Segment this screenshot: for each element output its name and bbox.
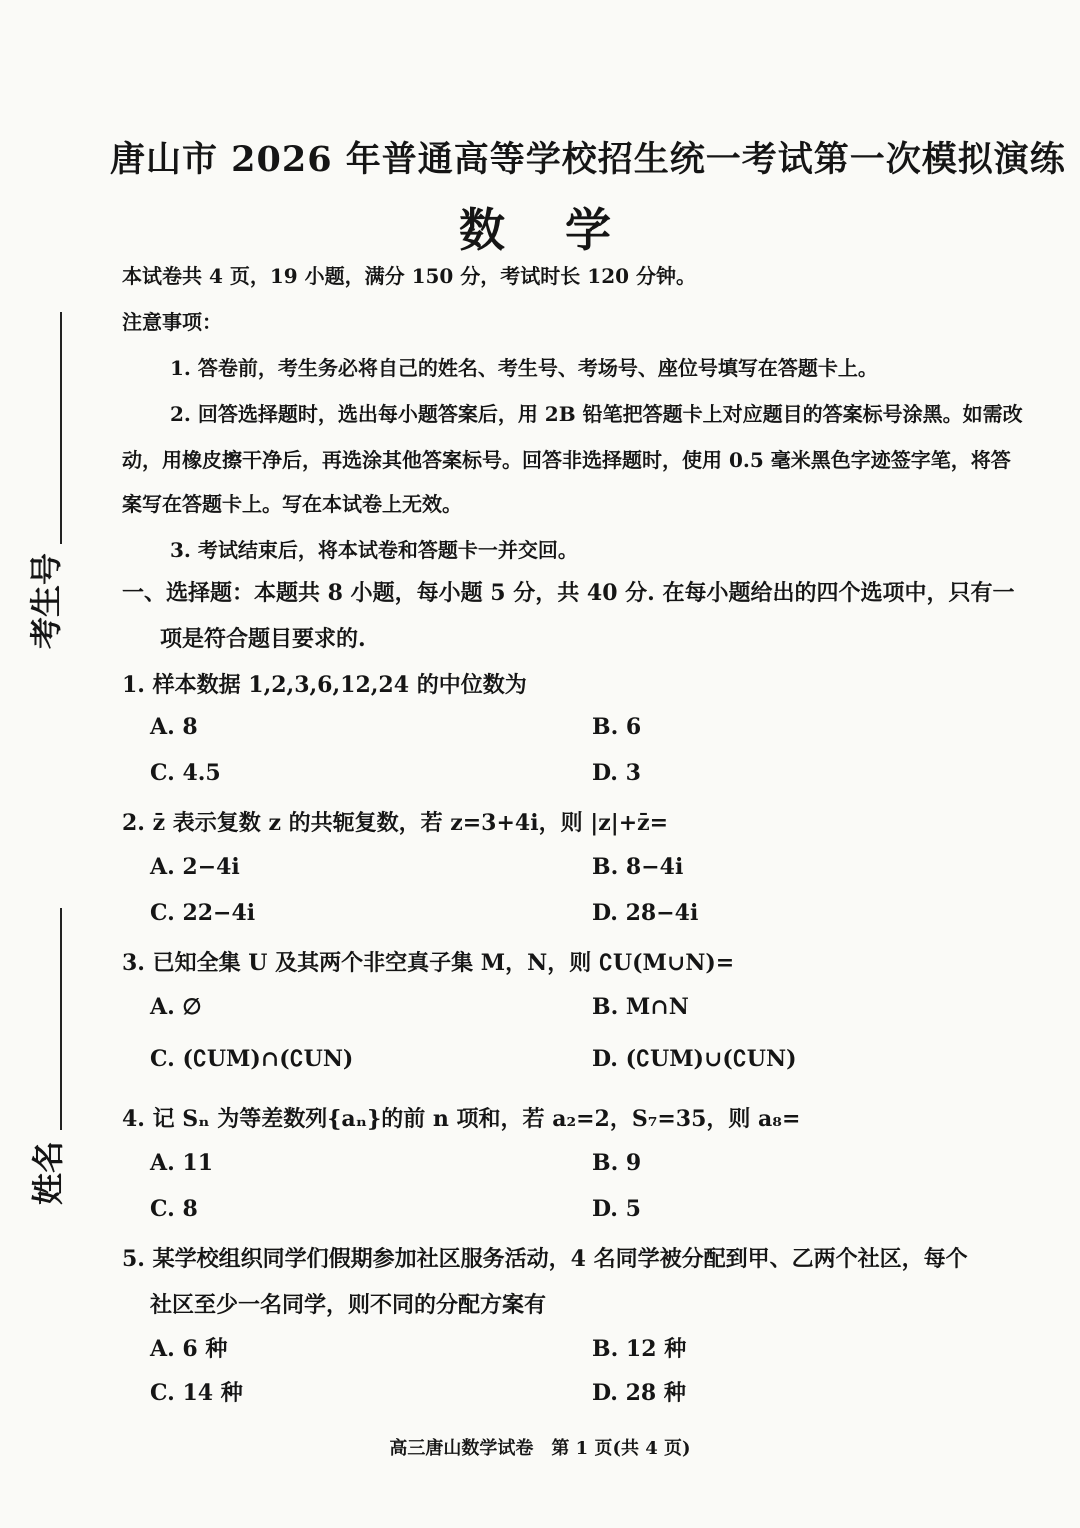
question-2-stem: 2. z̄ 表示复数 z 的共轭复数，若 z=3+4i，则 |z|+z̄= [122, 810, 669, 836]
question-4-option-a: A. 11 [150, 1150, 214, 1176]
question-5-stem-line-2: 社区至少一名同学，则不同的分配方案有 [150, 1292, 547, 1318]
name-fill-line [60, 908, 62, 1130]
question-4-stem: 4. 记 Sₙ 为等差数列{aₙ}的前 n 项和，若 a₂=2，S₇=35，则 a₈= [122, 1106, 801, 1132]
question-3-option-c: C. (∁UM)∩(∁UN) [150, 1046, 354, 1072]
exam-number-fill-line [60, 312, 62, 544]
question-2-option-a: A. 2−4i [150, 854, 240, 880]
question-1-option-a: A. 8 [150, 714, 198, 740]
question-4-option-c: C. 8 [150, 1196, 198, 1222]
notes-heading: 注意事项： [122, 310, 222, 334]
question-3-stem: 3. 已知全集 U 及其两个非空真子集 M，N，则 ∁U(M∪N)= [122, 950, 735, 976]
question-1-option-b: B. 6 [592, 714, 642, 740]
question-2-option-c: C. 22−4i [150, 900, 256, 926]
note-1: 1. 答卷前，考生务必将自己的姓名、考生号、考场号、座位号填写在答题卡上。 [170, 356, 878, 380]
name-label: 姓名 [29, 1140, 68, 1206]
question-3-option-d: D. (∁UM)∪(∁UN) [592, 1046, 797, 1072]
question-4-option-b: B. 9 [592, 1150, 642, 1176]
section-1-heading-line-2: 项是符合题目要求的. [160, 626, 366, 652]
question-5-option-b: B. 12 种 [592, 1336, 687, 1362]
question-1-stem: 1. 样本数据 1,2,3,6,12,24 的中位数为 [122, 672, 527, 698]
question-2-option-d: D. 28−4i [592, 900, 699, 926]
question-5-option-c: C. 14 种 [150, 1380, 243, 1406]
question-1-option-d: D. 3 [592, 760, 641, 786]
question-3-option-a: A. ∅ [150, 994, 202, 1020]
note-3: 3. 考试结束后，将本试卷和答题卡一并交回。 [170, 538, 578, 562]
exam-info: 本试卷共 4 页，19 小题，满分 150 分，考试时长 120 分钟。 [122, 264, 696, 288]
section-1-heading-line-1: 一、选择题：本题共 8 小题，每小题 5 分，共 40 分. 在每小题给出的四个选项中，只有一 [122, 580, 1015, 606]
exam-title: 唐山市 2026 年普通高等学校招生统一考试第一次模拟演练 [110, 139, 1066, 180]
subject-title: 数学 [459, 203, 671, 257]
note-2-line-1: 2. 回答选择题时，选出每小题答案后，用 2B 铅笔把答题卡上对应题目的答案标号涂黑。如需改 [170, 402, 1023, 426]
question-2-option-b: B. 8−4i [592, 854, 684, 880]
question-3-option-b: B. M∩N [592, 994, 689, 1020]
page-footer: 高三唐山数学试卷 第 1 页(共 4 页) [389, 1438, 691, 1459]
note-2-line-2: 动，用橡皮擦干净后，再选涂其他答案标号。回答非选择题时，使用 0.5 毫米黑色字迹签字笔，将答 [122, 448, 1011, 472]
note-2-line-3: 案写在答题卡上。写在本试卷上无效。 [122, 492, 462, 516]
question-5-option-d: D. 28 种 [592, 1380, 686, 1406]
question-1-option-c: C. 4.5 [150, 760, 221, 786]
question-5-option-a: A. 6 种 [150, 1336, 228, 1362]
question-5-stem-line-1: 5. 某学校组织同学们假期参加社区服务活动，4 名同学被分配到甲、乙两个社区，每个 [122, 1246, 968, 1272]
question-4-option-d: D. 5 [592, 1196, 641, 1222]
exam-number-label: 考生号 [27, 552, 66, 650]
